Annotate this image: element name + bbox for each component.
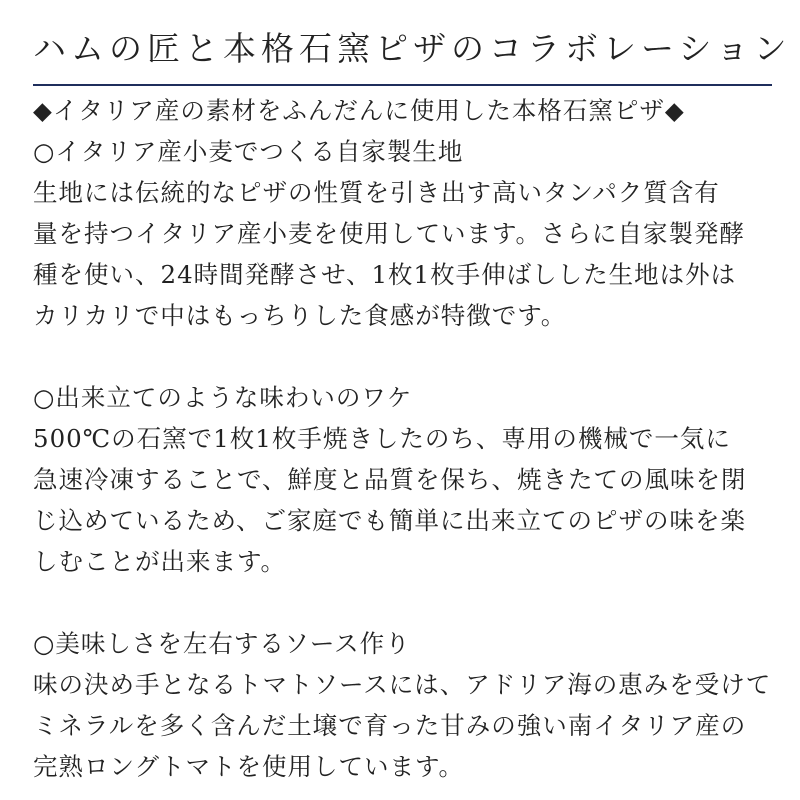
paragraph-line: 500℃の石窯で1枚1枚手焼きしたのち、専用の機械で一気に <box>33 424 731 453</box>
section-heading: ○イタリア産小麦でつくる自家製生地 <box>33 137 464 166</box>
paragraph-line: 完熟ロングトマトを使用しています。 <box>33 752 465 781</box>
body-text <box>33 90 773 787</box>
paragraph-line: 味の決め手となるトマトソースには、アドリア海の恵みを受けて <box>33 670 772 699</box>
paragraph-line: 急速冷凍することで、鮮度と品質を保ち、焼きたての風味を閉 <box>33 465 747 494</box>
section-heading: ○美味しさを左右するソース作り <box>33 629 411 658</box>
title-underline <box>33 84 772 86</box>
paragraph-line: しむことが出来ます。 <box>33 547 287 576</box>
intro-line: ◆イタリア産の素材をふんだんに使用した本格石窯ピザ◆ <box>33 96 685 125</box>
section-spacer <box>33 582 773 623</box>
paragraph-line: 量を持つイタリア産小麦を使用しています。さらに自家製発酵 <box>33 219 746 248</box>
paragraph-line: 種を使い、24時間発酵させ、1枚1枚手伸ばしした生地は外は <box>33 260 737 289</box>
paragraph-line: ミネラルを多く含んだ土壌で育った甘みの強い南イタリア産の <box>33 711 747 740</box>
section-heading: ○出来立てのような味わいのワケ <box>33 383 413 412</box>
section-spacer <box>33 336 773 377</box>
page-title: ハムの匠と本格石窯ピザのコラボレーション <box>33 29 792 68</box>
paragraph-line: じ込めているため、ご家庭でも簡単に出来立てのピザの味を楽 <box>33 506 747 535</box>
paragraph-line: 生地には伝統的なピザの性質を引き出す高いタンパク質含有 <box>33 178 720 207</box>
paragraph-line: カリカリで中はもっちりした食感が特徴です。 <box>33 301 567 330</box>
